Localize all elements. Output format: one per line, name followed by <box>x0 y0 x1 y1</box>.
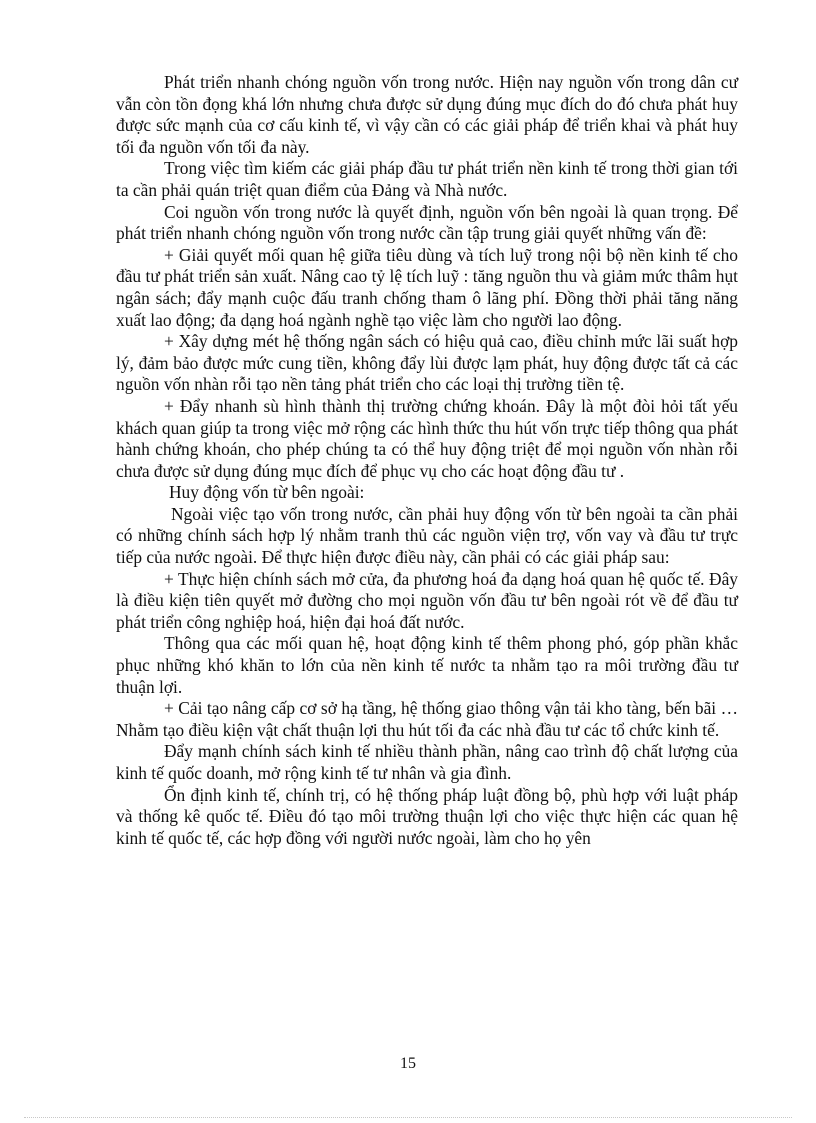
paragraph: + Giải quyết mối quan hệ giữa tiêu dùng và tích luỹ trong nội bộ nền kinh tế cho đầu tư phát triển sản xuất. Nâng cao tỷ lệ tích luỹ : tăng nguồn thu và giảm mức thâm hụt ngân sách; đẩy mạnh cuộc đấu tranh chống tham ô lãng phí. Đồng thời phải tăng năng xuất lao động; đa dạng hoá ngành nghề tạo việc làm cho người lao động. <box>116 244 738 330</box>
paragraph: Ngoài việc tạo vốn trong nước, cần phải huy động vốn từ bên ngoài ta cần phải có những chính sách hợp lý nhằm tranh thủ các nguồn viện trợ, vốn vay và đầu tư trực tiếp của nước ngoài. Để thực hiện được điều này, cần phải có các giải pháp sau: <box>116 503 738 568</box>
paragraph: + Đẩy nhanh sù hình thành thị trường chứng khoán. Đây là một đòi hỏi tất yếu khách quan giúp ta trong việc mở rộng các hình thức thu hút vốn trực tiếp thông qua phát hành chứng khoán, cho phép chúng ta có thể huy động triệt để mọi nguồn vốn nhàn rỗi chưa được sử dụng đúng mục đích để phục vụ cho các hoạt động đầu tư . <box>116 395 738 481</box>
paragraph: + Cải tạo nâng cấp cơ sở hạ tầng, hệ thống giao thông vận tải kho tàng, bến bãi … Nhằm tạo điều kiện vật chất thuận lợi thu hút tối đa các nhà đầu tư các tổ chức kinh tế. <box>116 698 738 740</box>
paragraph: Coi nguồn vốn trong nước là quyết định, nguồn vốn bên ngoài là quan trọng. Để phát triển nhanh chóng nguồn vốn trong nước cần tập trung giải quyết những vấn đề: <box>116 201 738 244</box>
paragraph: Ổn định kinh tế, chính trị, có hệ thống pháp luật đồng bộ, phù hợp với luật pháp và thống kê quốc tế. Điều đó tạo môi trường thuận lợi cho việc thực hiện các quan hệ kinh tế quốc tế, các hợp đồng với người nước ngoài, làm cho họ yên <box>116 784 738 848</box>
page-number: 15 <box>400 1055 416 1072</box>
page-bottom-divider <box>24 1117 792 1118</box>
paragraph: Phát triển nhanh chóng nguồn vốn trong nước. Hiện nay nguồn vốn trong dân cư vẫn còn tồn đọng khá lớn nhưng chưa được sử dụng đúng mục đích do đó chưa phát huy được sức mạnh của cơ cấu kinh tế, vì vậy cần có các giải pháp để triển khai và phát huy tối đa nguồn vốn tối đa này. <box>116 72 738 157</box>
paragraph: Thông qua các mối quan hệ, hoạt động kinh tế thêm phong phó, góp phần khắc phục những khó khăn to lớn của nền kinh tế nước ta nhằm tạo ra môi trường đầu tư thuận lợi. <box>116 633 738 697</box>
paragraph: + Xây dựng mét hệ thống ngân sách có hiệu quả cao, điều chỉnh mức lãi suất hợp lý, đảm bảo được mức cung tiền, không đẩy lùi được lạm phát, huy động được tất cả các nguồn vốn nhàn rỗi tạo nền tảng phát triển cho các loại thị trường tiền tệ. <box>116 331 738 395</box>
paragraph: Trong việc tìm kiếm các giải pháp đầu tư phát triển nền kinh tế trong thời gian tới ta cần phải quán triệt quan điểm của Đảng và Nhà nước. <box>116 158 738 200</box>
section-heading: Huy động vốn từ bên ngoài: <box>169 482 365 503</box>
paragraph: Đẩy mạnh chính sách kinh tế nhiều thành phần, nâng cao trình độ chất lượng của kinh tế quốc doanh, mở rộng kinh tế tư nhân và gia đình. <box>116 741 738 783</box>
paragraph: + Thực hiện chính sách mở cửa, đa phương hoá đa dạng hoá quan hệ quốc tế. Đây là điều kiện tiên quyết mở đường cho mọi nguồn vốn đầu tư bên ngoài rót về để đầu tư phát triển công nghiệp hoá, hiện đại hoá đất nước. <box>116 568 738 632</box>
document-body <box>116 72 738 849</box>
